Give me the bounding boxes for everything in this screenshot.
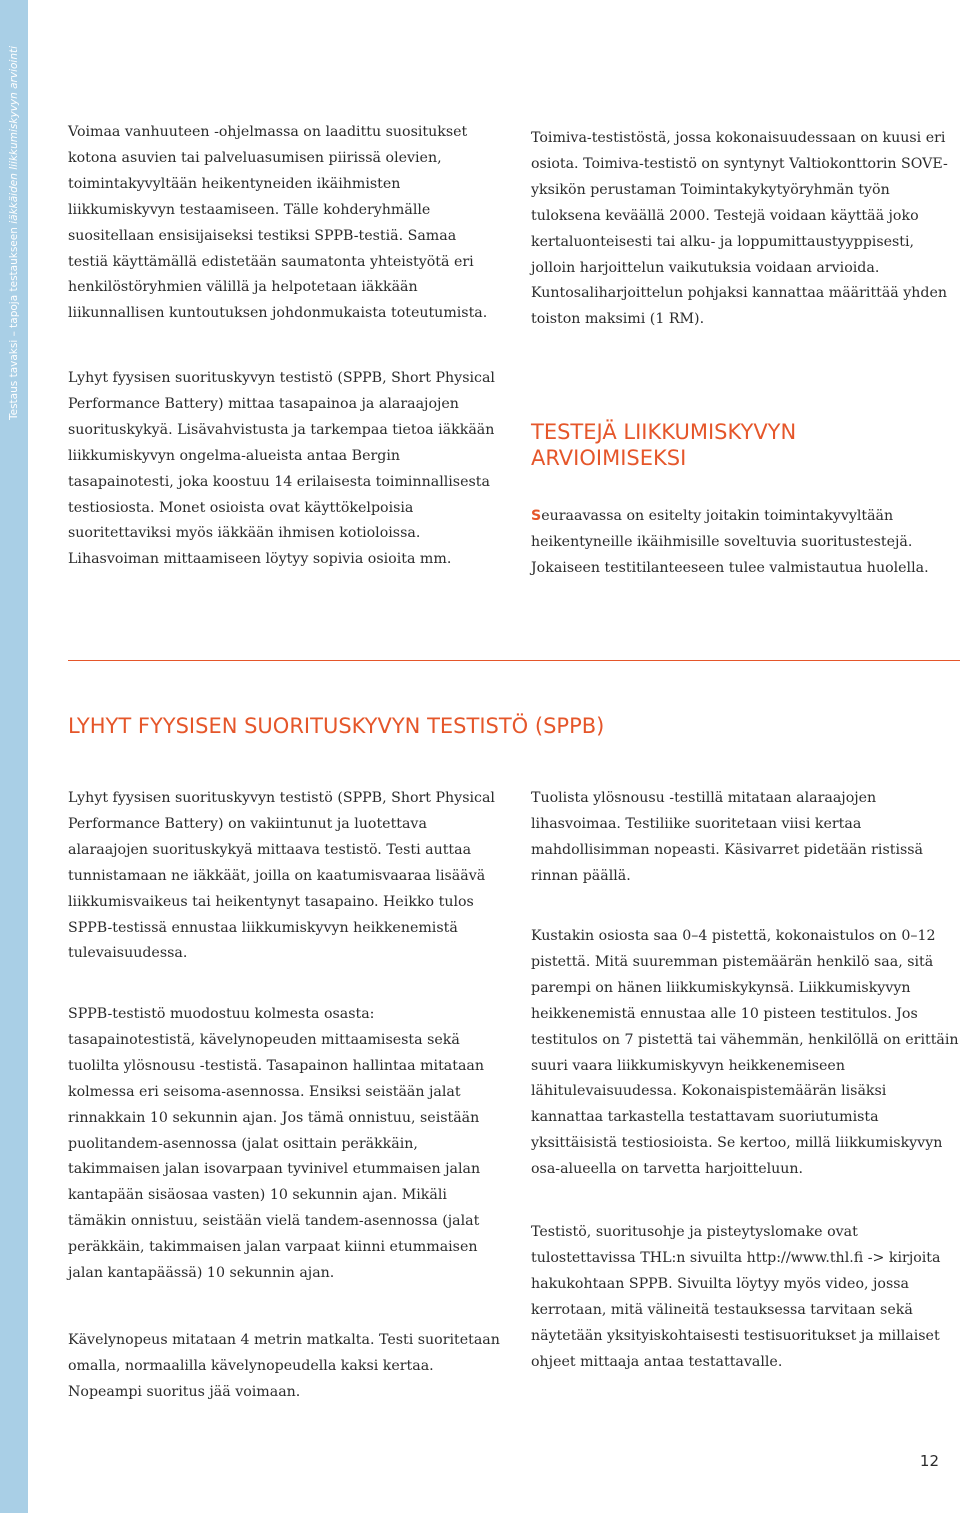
top-right-column: [531, 126, 959, 333]
bottom-left-column-walk: [68, 1328, 500, 1406]
bottom-right-column: [531, 786, 959, 890]
scoring-paragraph: Kustakin osiosta saa 0–4 pistettä, kokonaistulos on 0–12 pistettä. Mitä suuremman pistemäärän henkilö saa, sitä parempi on hänen liikkumiskykynsä. Liikkumiskyvyn heikkenemistä ennustaa alle 10 pisteen testitulos. Jos testitulos on 7 pistettä tai vähemmän, henkilöllä on erittäin suuri vaara liikkumiskyvyn heikkenemiseen lähitulevaisuudessa. Kokonaispistemäärän lisäksi kannattaa tarkastella testattavam suoriutumista yksittäisistä testiosioista. Se kertoo, millä liikkumiskyvyn osa-alueella on tarvetta harjoitteluun.: [531, 928, 959, 1178]
resources-paragraph: Testistö, suoritusohje ja pisteytyslomake ovat tulostettavissa THL:n sivuilta http://www.thl.fi -> kirjoita hakukohtaan SPPB. Sivuilta löytyy myös video, jossa kerrotaan, mitä välineitä testauksessa tarvitaan sekä näytetään yksityiskohtaisesti testisuoritukset ja millaiset ohjeet mittaaja antaa testattavalle.: [531, 1224, 941, 1370]
intro-paragraph: Voimaa vanhuuteen -ohjelmassa on laadittu suositukset kotona asuvien tai palveluasumisen piirissä olevien, toimintakyvyltään heikentyneiden ikäihmisten liikkumiskyvyn testaamiseen. Tälle kohderyhmälle suositellaan ensisijaiseksi testiksi SPPB-testiä. Samaa testiä käyttämällä edistetään saumatonta yhteistyötä eri henkilöstöryhmien välillä ja helpotetaan iäkkään liikunnallisen kuntoutuksen johdonmukaista toteutumista.: [68, 124, 488, 322]
bottom-right-column-scoring: [531, 924, 959, 1183]
bottom-left-column-balance: [68, 1002, 500, 1287]
toimiva-paragraph: Toimiva-testistöstä, jossa kokonaisuudessaan on kuusi eri osiota. Toimiva-testistö on syntynyt Valtiokonttorin SOVE-yksikön perustaman Toimintakykytyöryhmän työn tuloksena keväällä 2000. Testejä voidaan käyttää joko kertaluonteisesti tai alku- ja loppumittaustyyppisesti, jolloin harjoittelun vaikutuksia voidaan arvioida. Kuntosaliharjoittelun pohjaksi kannattaa määrittää yhden toiston maksimi (1 RM).: [531, 130, 948, 328]
drop-cap: S: [531, 508, 542, 524]
top-left-column: [68, 120, 500, 327]
bottom-left-column: [68, 786, 500, 967]
sidebar-band: [0, 0, 28, 1513]
sppb-description-paragraph: Lyhyt fyysisen suorituskyvyn testistö (SPPB, Short Physical Performance Battery) on vakiintunut ja luotettava alaraajojen suorituskykyä mittaava testistö. Testi auttaa tunnistamaan ne iäkkäät, joilla on kaatumisvaaraa lisäävä liikkumisvaikeus tai heikentynyt tasapaino. Heikko tulos SPPB-testissä ennustaa liikkumiskyvyn heikkenemistä tulevaisuudessa.: [68, 790, 495, 962]
page-number: 12: [919, 1452, 939, 1470]
sidebar-subtitle: iäkkäiden liikkumiskyvyn arviointi: [8, 45, 20, 224]
top-left-column-second: [68, 366, 500, 573]
tests-intro-text: euraavassa on esitelty joitakin toimintakyvyltään heikentyneille ikäihmisille soveltuvia suoritustestejä. Jokaiseen testitilanteeseen tulee valmistautua huolella.: [531, 508, 929, 576]
tests-intro-paragraph: [531, 504, 959, 582]
sidebar-running-title: [1, 40, 27, 420]
section-divider: [68, 660, 960, 661]
tests-intro-column: [531, 504, 959, 582]
section-heading: LYHYT FYYSISEN SUORITUSKYVYN TESTISTÖ (SPPB): [68, 714, 605, 738]
sppb-overview-paragraph: Lyhyt fyysisen suorituskyvyn testistö (SPPB, Short Physical Performance Battery) mittaa tasapainoa ja alaraajojen suorituskykyä. Lisävahvistusta ja tarkempaa tietoa iäkkään liikkumiskyvyn ongelma-alueista antaa Bergin tasapainotesti, joka koostuu 14 erilaisesta toiminnallisesta testiosiosta. Monet osioista ovat käyttökelpoisia suoritettaviksi myös iäkkään ihmisen kotioloissa. Lihasvoiman mittaamiseen löytyy sopivia osioita mm.: [68, 370, 495, 568]
bottom-right-column-resources: [531, 1220, 959, 1375]
balance-test-paragraph: SPPB-testistö muodostuu kolmesta osasta: tasapainotestistä, kävelynopeuden mittaamisesta sekä tuolilta ylösnousu -testistä. Tasapainon hallintaa mitataan kolmessa eri seisoma-asennossa. Ensiksi seistään jalat rinnakkain 10 sekunnin ajan. Jos tämä onnistuu, seistään puolitandem-asennossa (jalat osittain peräkkäin, takimmaisen jalan isovarpaan tyvinivel etummaisen jalan kantapään sisäosaa vasten) 10 sekunnin ajan. Mikäli tämäkin onnistuu, seistään vielä tandem-asennossa (jalat peräkkäin, takimmaisen jalan varpaat kiinni etummaisen jalan kantapäässä) 10 sekunnin ajan.: [68, 1006, 484, 1282]
chair-stand-paragraph: Tuolista ylösnousu -testillä mitataan alaraajojen lihasvoimaa. Testiliike suoritetaan viisi kertaa mahdollisimman nopeasti. Käsivarret pidetään ristissä rinnan päällä.: [531, 790, 924, 884]
tests-heading: TESTEJÄ LIIKKUMISKYVYN ARVIOIMISEKSI: [531, 420, 797, 470]
walking-speed-paragraph: Kävelynopeus mitataan 4 metrin matkalta. Testi suoritetaan omalla, normaalilla kävelynopeudella kaksi kertaa. Nopeampi suoritus jää voimaan.: [68, 1332, 500, 1400]
sidebar-title: Testaus tavaksi – tapoja testaukseen: [8, 227, 20, 420]
